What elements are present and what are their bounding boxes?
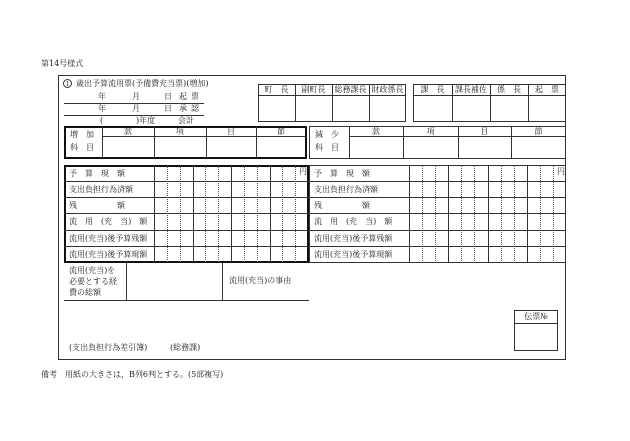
digit-guide-left (295, 166, 296, 262)
decrease-col-kan: 款 (372, 127, 380, 136)
line2-day: 日 (164, 104, 172, 113)
line1-year: 年 (98, 92, 106, 101)
amounts-table-left (64, 165, 309, 263)
footer-left: (支出負担行為差引簿) (69, 343, 148, 352)
approval-left-2: 副町長 (301, 85, 326, 94)
row-divider-left (64, 230, 309, 231)
line2-label: 承認 (179, 104, 203, 113)
need-label-3: 費の総額 (69, 288, 101, 297)
digit-guide-right (514, 165, 515, 263)
yen-left: 円 (299, 167, 307, 176)
approval-right-3: 係 長 (497, 85, 521, 94)
approval-left-4: 財政係長 (371, 85, 404, 94)
decrease-label-bottom: 科 目 (315, 143, 339, 152)
line2-year: 年 (98, 104, 106, 113)
row-left-committed: 支出負担行為済額 (69, 185, 133, 194)
digit-guide-left (193, 166, 194, 262)
yen-right: 円 (557, 167, 565, 176)
need-label-2: 必要とする経 (69, 277, 117, 286)
digit-guide-right (435, 165, 436, 263)
digit-guide-left (257, 166, 258, 262)
increase-label-top: 増 加 (70, 130, 94, 139)
note: 備考 用紙の大きさは，B列6判とする。(5部複写) (41, 370, 224, 379)
denpyo-number-label: 伝票№ (524, 312, 548, 321)
row-left-budget: 予 算 現 額 (69, 169, 125, 178)
digit-guide-right (553, 165, 554, 263)
need-label-1: 流用(充当)を (69, 266, 116, 275)
digit-guide-right (501, 165, 502, 263)
row-left-after-budget: 流用(充当)後予算現額 (69, 250, 148, 259)
row-divider-left (64, 181, 309, 182)
digit-guide-right (474, 165, 475, 263)
approval-left-3: 総務課長 (334, 85, 367, 94)
row-right-balance: 残 額 (314, 201, 370, 210)
digit-guide-left (218, 166, 219, 262)
increase-col-setsu: 節 (277, 127, 285, 136)
approval-right-1: 課 長 (420, 85, 445, 94)
line1-day: 日 (164, 92, 172, 101)
footer-right: (総務課) (170, 343, 201, 352)
approval-left-1: 町 長 (264, 85, 289, 94)
row-left-balance: 残 額 (69, 201, 125, 210)
form-title: 歳出予算流用票(予備費充当票)(増加) (76, 79, 209, 88)
row-left-after-balance: 流用(充当)後予算残額 (69, 234, 148, 243)
digit-guide-left (282, 166, 283, 262)
digit-guide-left (205, 166, 206, 262)
digit-guide-right (448, 165, 449, 263)
digit-guide-right (488, 165, 489, 263)
row-divider-left (64, 213, 309, 214)
line3-year: )年度 (136, 116, 156, 125)
decrease-col-setsu: 節 (534, 127, 543, 136)
increase-col-kan: 款 (124, 127, 132, 136)
row-right-transfer: 流 用 (充 当) 額 (314, 217, 393, 226)
row-right-after-budget: 流用(充当)後予算現額 (314, 250, 393, 259)
digit-guide-left (270, 166, 271, 262)
line2-month: 月 (132, 104, 140, 113)
digit-guide-left (244, 166, 245, 262)
line1-month: 月 (132, 92, 140, 101)
line3-open: ( (100, 116, 104, 125)
increase-label-bottom: 科 目 (70, 143, 94, 152)
line3-kaikei: 会計 (178, 116, 194, 125)
increase-col-kou: 項 (176, 127, 184, 136)
line1-label: 起票 (179, 92, 203, 101)
row-left-transfer: 流 用 (充 当) 額 (69, 217, 148, 226)
digit-guide-left (167, 166, 168, 262)
reason-label: 流用(充当)の事由 (229, 276, 292, 285)
approval-right-2: 課長補佐 (455, 85, 487, 94)
approval-right-4: 起 票 (535, 85, 559, 94)
digit-guide-right (422, 165, 423, 263)
digit-guide-right (461, 165, 462, 263)
row-right-budget: 予 算 現 額 (314, 169, 370, 178)
digit-guide-right (540, 165, 541, 263)
digit-guide-left (180, 166, 181, 262)
row-divider-left (64, 246, 309, 247)
decrease-col-kou: 項 (426, 127, 435, 136)
decrease-label-top: 減 少 (315, 130, 339, 139)
decrease-col-moku: 目 (480, 127, 489, 136)
row-right-after-balance: 流用(充当)後予算残額 (314, 234, 393, 243)
form-number: 第14号様式 (41, 59, 84, 68)
digit-guide-right (527, 165, 528, 263)
row-divider-left (64, 197, 309, 198)
circle-mark: 1 (63, 79, 72, 88)
increase-col-moku: 目 (227, 127, 235, 136)
digit-guide-left (231, 166, 232, 262)
row-right-committed: 支出負担行為済額 (314, 185, 378, 194)
